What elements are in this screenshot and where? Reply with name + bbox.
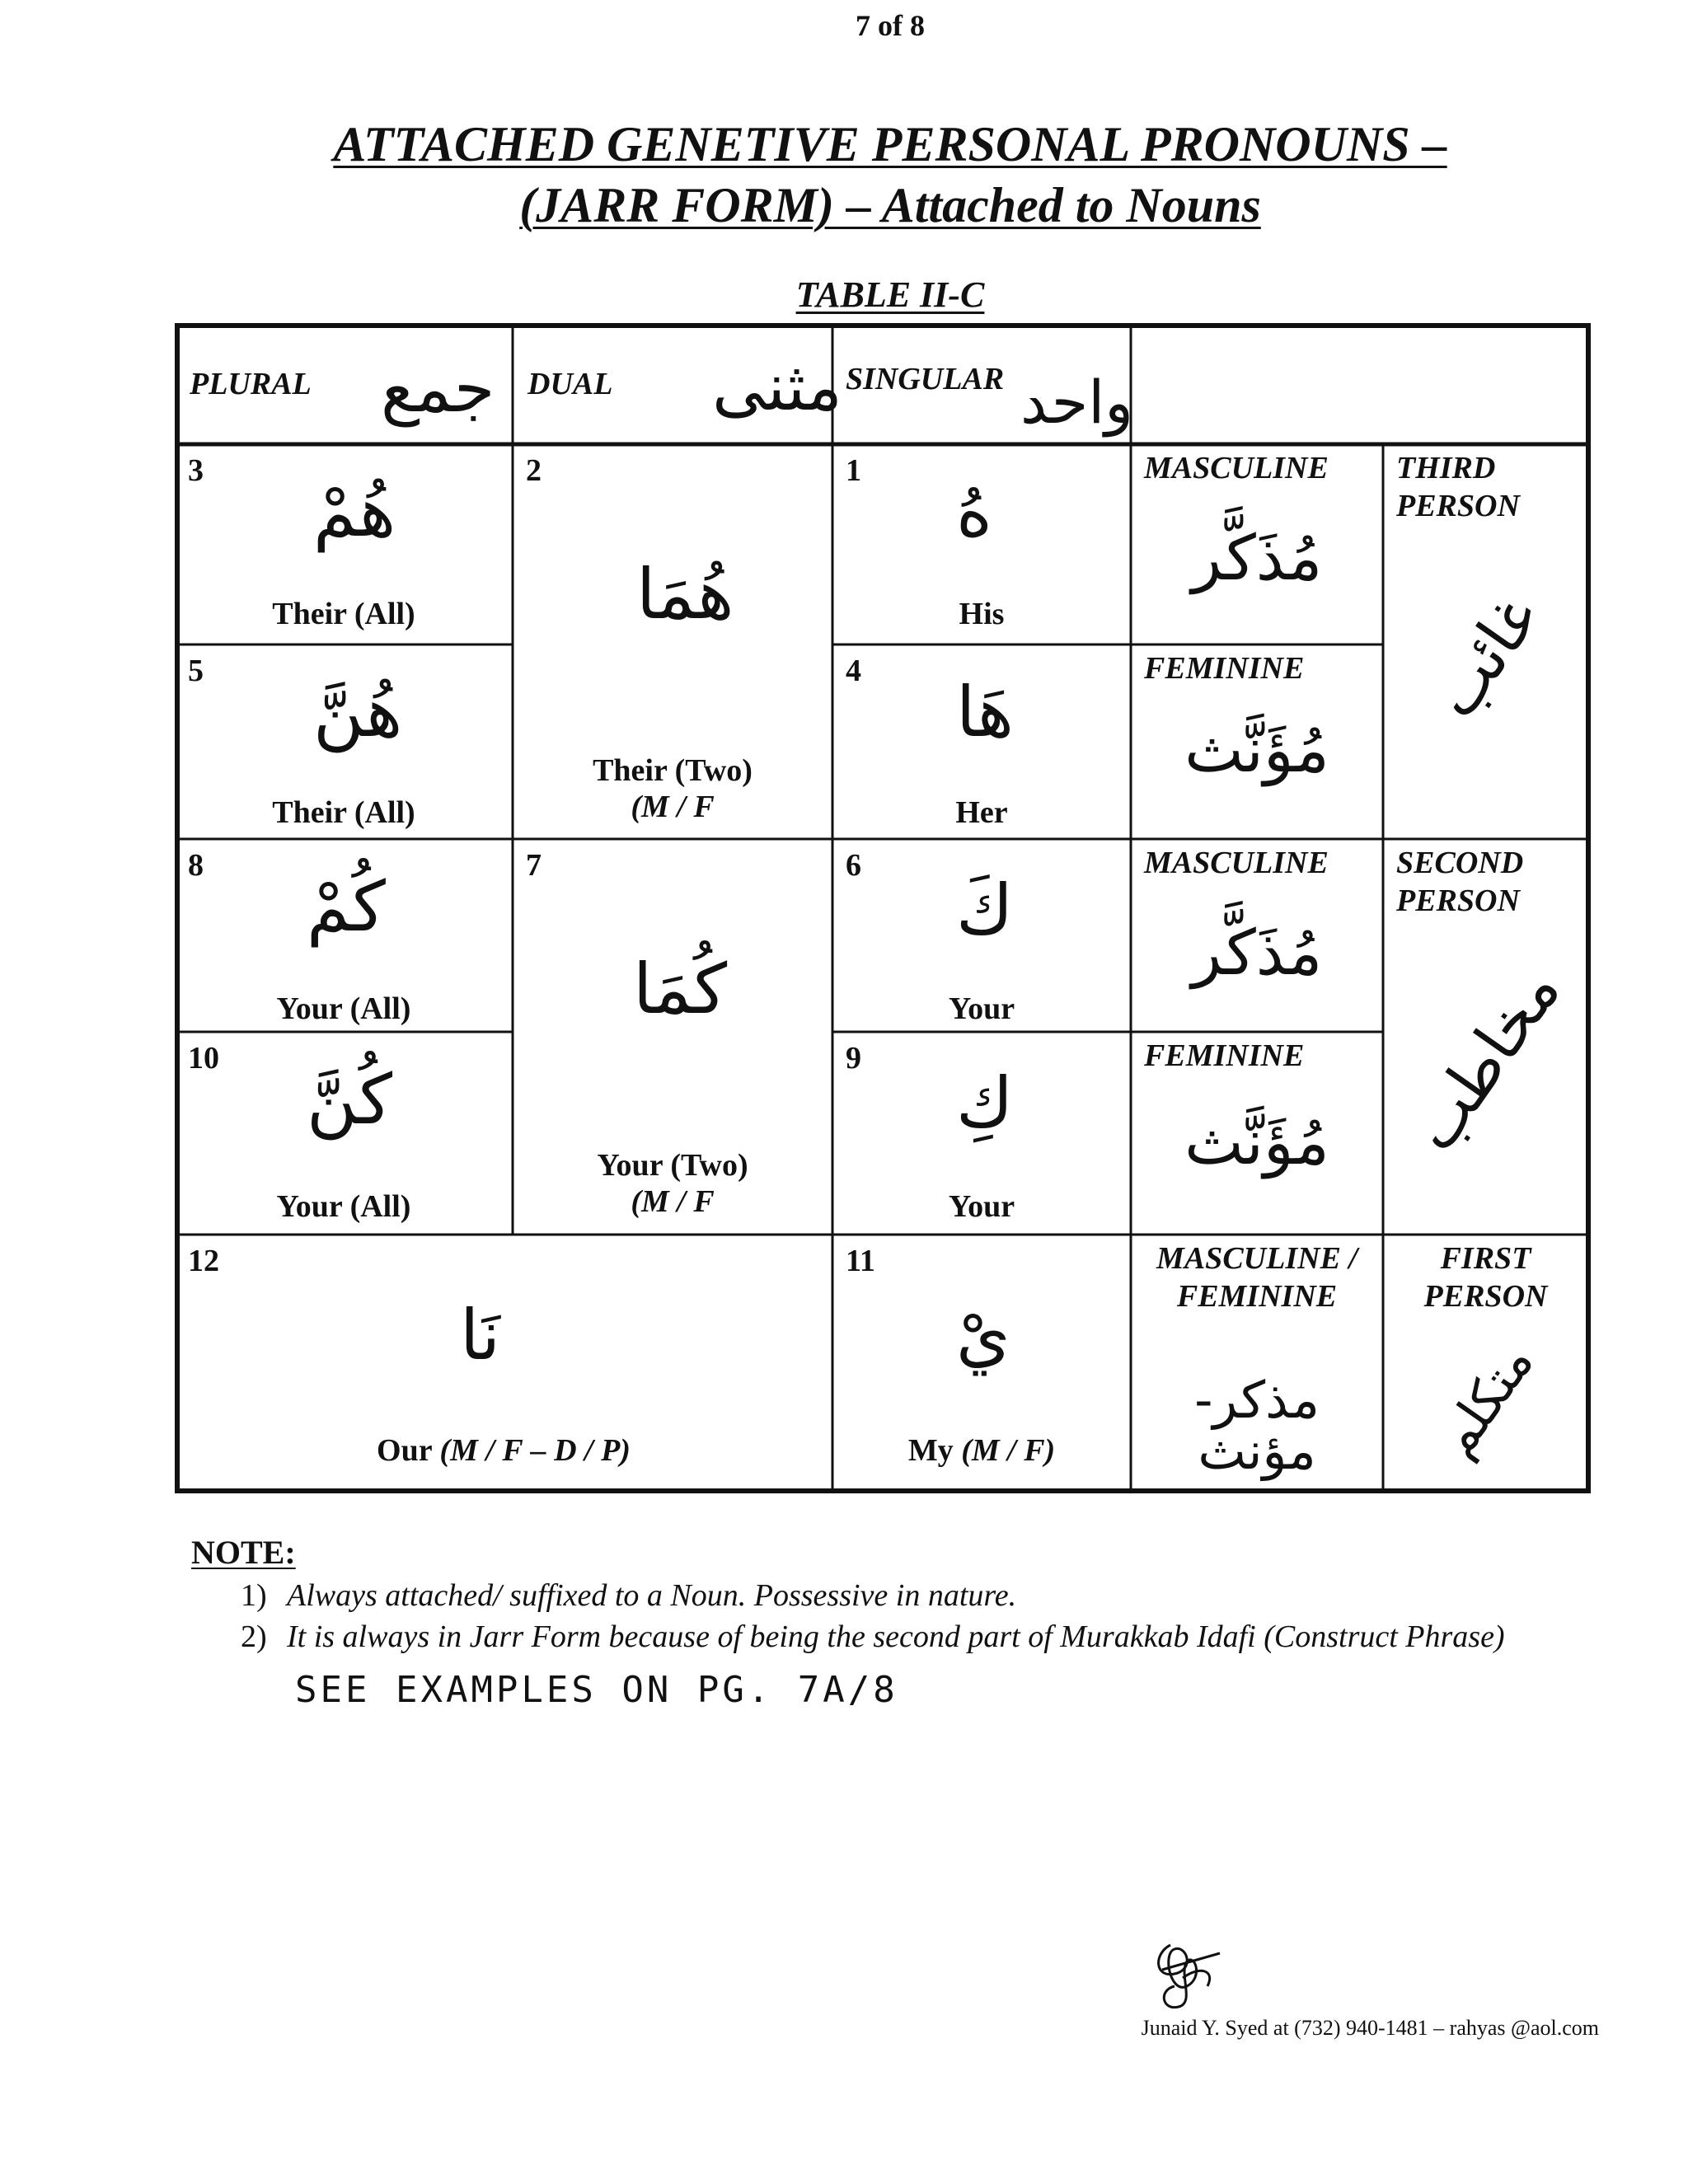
pronoun-1-arabic: هُ bbox=[956, 471, 993, 552]
pronoun-7-number: 7 bbox=[526, 848, 542, 883]
pronoun-5-meaning: Their (All) bbox=[272, 795, 415, 830]
pronoun-9-arabic: كِ bbox=[956, 1062, 1014, 1143]
header-plural-label: PLURAL bbox=[190, 367, 312, 401]
pronoun-10-arabic: كُنَّ bbox=[307, 1059, 392, 1140]
pronoun-12-caption bbox=[175, 1432, 832, 1469]
third-person-arabic: غائب bbox=[1418, 582, 1554, 732]
cell-pronoun-6 bbox=[832, 839, 1131, 1032]
note-item-1-number: 1) bbox=[241, 1578, 267, 1613]
cell-third-masculine bbox=[1131, 444, 1383, 644]
cell-pronoun-1 bbox=[832, 444, 1131, 644]
pronoun-12-number: 12 bbox=[188, 1244, 219, 1278]
pronoun-5-number: 5 bbox=[188, 654, 204, 688]
second-feminine-label: FEMININE bbox=[1144, 1038, 1305, 1073]
first-person-arabic: متكلم bbox=[1425, 1333, 1545, 1468]
third-masculine-label: MASCULINE bbox=[1144, 451, 1329, 485]
header-singular-label: SINGULAR bbox=[846, 362, 1005, 396]
header-singular bbox=[832, 323, 1134, 444]
cell-pronoun-5 bbox=[175, 644, 513, 839]
pronoun-4-meaning: Her bbox=[955, 795, 1008, 830]
cell-third-feminine bbox=[1131, 644, 1383, 839]
pronoun-12-meaning: Our bbox=[377, 1433, 432, 1468]
pronoun-8-arabic: كُمْ bbox=[307, 866, 386, 947]
cell-second-feminine bbox=[1131, 1032, 1383, 1235]
first-person-label: FIRST PERSON bbox=[1423, 1241, 1548, 1314]
pronoun-9-meaning: Your bbox=[948, 1189, 1015, 1224]
title-line-2: (JARR FORM) – Attached to Nouns bbox=[519, 178, 1261, 232]
pronoun-8-number: 8 bbox=[188, 848, 204, 883]
pronoun-5-arabic: هُنَّ bbox=[313, 672, 403, 752]
note-item-2 bbox=[191, 1616, 1642, 1657]
cell-third-person bbox=[1383, 444, 1588, 839]
pronoun-6-meaning: Your bbox=[948, 991, 1015, 1026]
pronoun-3-arabic: هُمْ bbox=[313, 471, 396, 552]
pronoun-table bbox=[175, 323, 1591, 1493]
header-singular-arabic: واحد bbox=[1020, 368, 1134, 437]
third-feminine-label: FEMININE bbox=[1144, 651, 1305, 686]
pronoun-2-meaning: Their (Two) bbox=[593, 753, 753, 788]
cell-pronoun-9 bbox=[832, 1032, 1131, 1235]
pronoun-6-arabic: كَ bbox=[956, 869, 1014, 950]
note-item-2-number: 2) bbox=[241, 1619, 267, 1654]
cell-pronoun-10 bbox=[175, 1032, 513, 1235]
cell-second-person bbox=[1383, 839, 1588, 1235]
header-dual bbox=[513, 323, 842, 444]
pronoun-11-meaning: My bbox=[907, 1433, 954, 1468]
third-person-label: THIRD PERSON bbox=[1396, 451, 1520, 523]
header-plural bbox=[175, 323, 513, 444]
header-plural-arabic: جمع bbox=[381, 350, 495, 427]
second-person-arabic: مخاطب bbox=[1396, 954, 1574, 1165]
pronoun-3-meaning: Their (All) bbox=[272, 597, 415, 631]
cell-pronoun-4 bbox=[832, 644, 1131, 839]
pronoun-1-meaning: His bbox=[959, 597, 1005, 631]
page-title bbox=[0, 114, 1688, 236]
pronoun-2-note: (M / F bbox=[631, 790, 715, 824]
notes-title: NOTE: bbox=[191, 1534, 296, 1571]
cell-pronoun-3 bbox=[175, 444, 513, 644]
pronoun-11-arabic: يْ bbox=[956, 1295, 1010, 1376]
pronoun-7-note: (M / F bbox=[631, 1184, 715, 1219]
pronoun-2-number: 2 bbox=[526, 453, 542, 488]
pronoun-12-arabic: نَا bbox=[460, 1295, 500, 1376]
pronoun-11-caption bbox=[832, 1432, 1131, 1469]
pronoun-1-number: 1 bbox=[846, 453, 861, 488]
header-dual-arabic: مثنى bbox=[712, 349, 842, 425]
table-caption bbox=[0, 274, 1688, 316]
pronoun-2-arabic: هُمَا bbox=[636, 554, 734, 635]
cell-first-gender bbox=[1131, 1235, 1383, 1491]
third-masculine-arabic: مُذَكَّر bbox=[1191, 521, 1323, 594]
pronoun-11-note: (M / F) bbox=[961, 1433, 1056, 1468]
header-dual-label: DUAL bbox=[528, 367, 613, 401]
pronoun-12-note: (M / F – D / P) bbox=[439, 1433, 631, 1468]
footer-contact: Junaid Y. Syed at (732) 940-1481 – rahyas @aol.com bbox=[1141, 2016, 1599, 2040]
second-feminine-arabic: مُؤَنَّث bbox=[1184, 1105, 1329, 1179]
note-item-1 bbox=[191, 1575, 1642, 1616]
cell-pronoun-8 bbox=[175, 839, 513, 1032]
cell-second-masculine bbox=[1131, 839, 1383, 1032]
page-number: 7 of 8 bbox=[856, 9, 925, 42]
pronoun-10-meaning: Your (All) bbox=[276, 1189, 411, 1224]
cell-pronoun-2 bbox=[513, 444, 832, 839]
signature-scribble bbox=[1137, 1929, 1236, 2027]
cell-pronoun-12 bbox=[175, 1235, 832, 1491]
pronoun-11-number: 11 bbox=[846, 1244, 875, 1278]
note-item-1-text: Always attached/ suffixed to a Noun. Possessive in nature. bbox=[287, 1578, 1017, 1613]
pronoun-7-meaning: Your (Two) bbox=[597, 1148, 748, 1183]
pronoun-3-number: 3 bbox=[188, 453, 204, 488]
second-person-label: SECOND PERSON bbox=[1396, 846, 1524, 918]
pronoun-10-number: 10 bbox=[188, 1041, 219, 1076]
pronoun-9-number: 9 bbox=[846, 1041, 861, 1076]
second-masculine-arabic: مُذَكَّر bbox=[1191, 916, 1323, 989]
notes-section bbox=[191, 1533, 1642, 1711]
pronoun-7-arabic: كُمَا bbox=[633, 949, 728, 1029]
pronoun-4-arabic: هَا bbox=[956, 672, 1014, 752]
pronoun-6-number: 6 bbox=[846, 848, 861, 883]
cell-pronoun-11 bbox=[832, 1235, 1131, 1491]
table-caption-text: TABLE II-C bbox=[795, 274, 985, 315]
first-gender-arabic: مذكر- مؤنث bbox=[1194, 1370, 1320, 1481]
second-masculine-label: MASCULINE bbox=[1144, 846, 1329, 880]
pronoun-8-meaning: Your (All) bbox=[276, 991, 411, 1026]
first-gender-label: MASCULINE / FEMININE bbox=[1156, 1241, 1357, 1314]
title-line-1: ATTACHED GENETIVE PERSONAL PRONOUNS – bbox=[333, 117, 1447, 171]
cell-first-person bbox=[1383, 1235, 1588, 1491]
handwritten-note: SEE EXAMPLES ON PG. 7A/8 bbox=[295, 1669, 898, 1711]
pronoun-4-number: 4 bbox=[846, 654, 861, 688]
note-item-2-text: It is always in Jarr Form because of being the second part of Murakkab Idafi (Construct Phrase) bbox=[287, 1619, 1505, 1654]
third-feminine-arabic: مُؤَنَّث bbox=[1184, 713, 1329, 786]
cell-pronoun-7 bbox=[513, 839, 832, 1235]
